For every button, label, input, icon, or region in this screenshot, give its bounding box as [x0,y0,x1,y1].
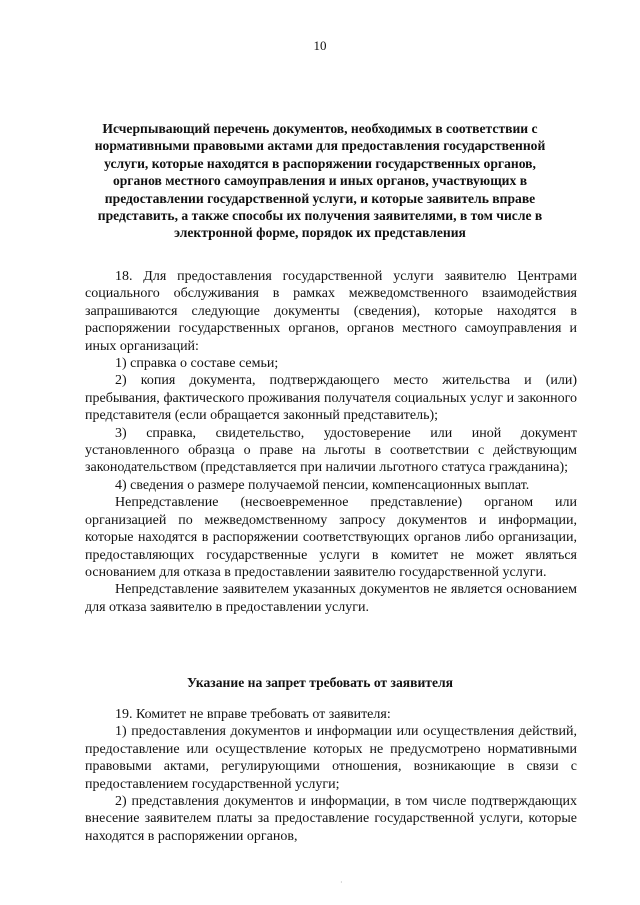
section-body-prohibition [85,706,577,845]
paragraph: Непредставление (несвоевременное представление) органом или организацией по межведомственному запросу документов и информации, которые находятся в распоряжении соответствующих органов либо организации, предоставляющих государственные услуги в комитет не может являться основанием для отказа в предоставлении заявителю государственной услуги. [85,495,577,580]
paragraph: 4) сведения о размере получаемой пенсии, компенсационных выплат. [115,477,530,493]
paragraph: 19. Комитет не вправе требовать от заявителя: [115,707,391,722]
section-body-documents-list [85,268,577,616]
scan-speck: · [340,878,343,887]
paragraph: 3) справка, свидетельство, удостоверение или иной документ установленного образца о праве на льготы в соответствии с действующим законодательством (представляется при наличии льготного статуса гражданина); [85,425,577,476]
paragraph: Непредставление заявителем указанных документов не является основанием для отказа заявителю в предоставлении услуги. [85,582,577,615]
paragraph: 1) справка о составе семьи; [115,356,279,372]
paragraph: 2) представления документов и информации, в том числе подтверждающих внесение заявителем платы за предоставление государственной услуги, которые находятся в распоряжении органов, [85,794,577,844]
paragraph: 18. Для предоставления государственной услуги заявителю Центрами социального обслуживания в рамках межведомственного взаимодействия запрашиваются следующие документы (сведения), которые находятся в распоряжении государственных органов, органов местного самоуправления и иных организаций: [85,269,577,354]
page-number: 10 [313,38,327,53]
section-heading-documents-list: Исчерпывающий перечень документов, необходимых в соответствии с нормативными правовыми актами для предоставления государственной услуги, которые находятся в распоряжении государственных органов, органов местного самоуправления и иных органов, участвующих в предоставлении государственной услуги, и которые заявитель вправе представить, а также способы их получения заявителями, в том числе в электронной форме, порядок их представления [94,121,546,241]
paragraph: 2) копия документа, подтверждающего место жительства и (или) пребывания, фактического проживания получателя социальных услуг и законного представителя (если обращается законный представитель); [85,373,577,424]
section-heading-prohibition: Указание на запрет требовать от заявителя [187,675,453,690]
paragraph: 1) предоставления документов и информации или осуществления действий, предоставление или осуществление которых не предусмотрено нормативными правовыми актами, регулирующими отношения, возникающие в связи с предоставлением государственной услуги; [85,724,577,792]
